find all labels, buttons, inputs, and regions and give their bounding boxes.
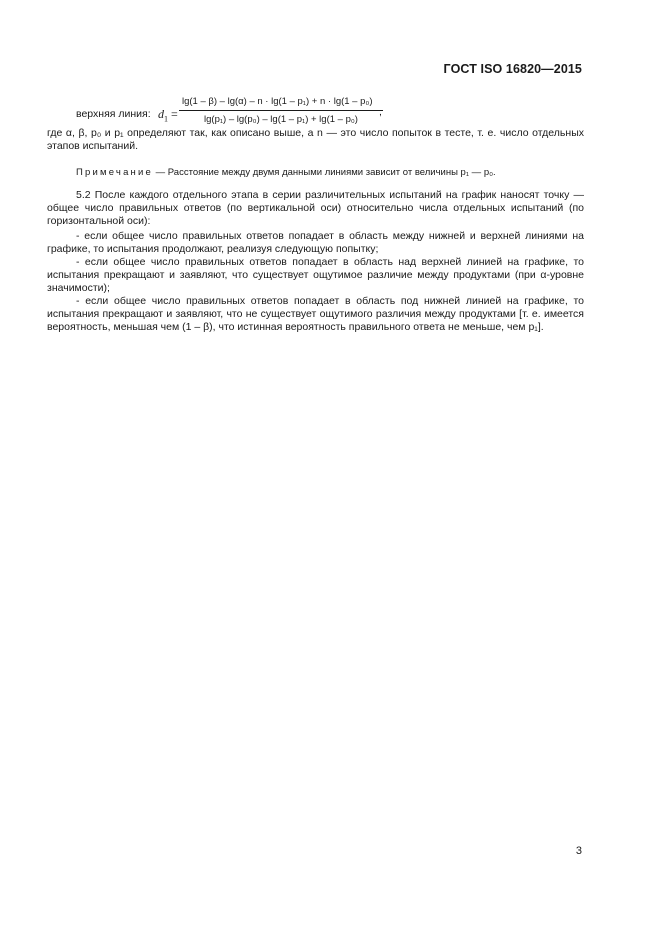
standard-header: ГОСТ ISO 16820—2015: [443, 62, 582, 76]
note-paragraph: [47, 166, 584, 179]
section-5-2-paragraph: 5.2 После каждого отдельного этапа в серии различительных испытаний на график наносят точку — общее число правильных ответов (по вертикальной оси) относительно числа отдельных испытаний (по горизонтальной оси):: [47, 189, 584, 227]
note-label: Примечание: [76, 167, 153, 178]
formula-lhs: [158, 107, 178, 123]
formula-lhs-subscript: 1: [164, 114, 168, 124]
bullet-item-no-difference: - если общее число правильных ответов попадает в область под нижней линией на графике, то испытания прекращают и заявляют, что не существует ощутимого различия между продуктами [т. е. имеется вероятность, меньшая чем (1 – β), что истинная вероятность правильного ответа не меньше, чем p₁].: [47, 295, 584, 333]
fraction-bar: [179, 110, 383, 111]
formula-label: верхняя линия:: [76, 108, 151, 120]
bullet-item-difference: - если общее число правильных ответов попадает в область над верхней линией на графике, то испытания прекращают и заявляют, что существует ощутимое различие между продуктами (при α-уровне значимости);: [47, 256, 584, 294]
where-paragraph: где α, β, p₀ и p₁ определяют так, как описано выше, а n — это число попыток в тесте, т. е. число отдельных этапов испытаний.: [47, 127, 584, 152]
formula-equals: =: [171, 107, 178, 121]
formula-fraction: [179, 96, 383, 125]
bullet-item-continue: - если общее число правильных ответов попадает в область между нижней и верхней линиями на графике, то испытания продолжают, реализуя следующую попытку;: [47, 230, 584, 255]
page-number: 3: [575, 845, 582, 857]
formula-denominator: lg(p₁) – lg(p₀) – lg(1 – p₁) + lg(1 – p₀): [204, 114, 358, 125]
formula-numerator: lg(1 – β) – lg(α) – n · lg(1 – p₁) + n · lg(1 – p₀): [182, 96, 373, 107]
formula-comma: ,: [379, 106, 382, 118]
formula-lhs-symbol: d: [158, 107, 164, 121]
note-text: — Расстояние между двумя данными линиями зависит от величины p₁ — p₀.: [153, 167, 496, 178]
